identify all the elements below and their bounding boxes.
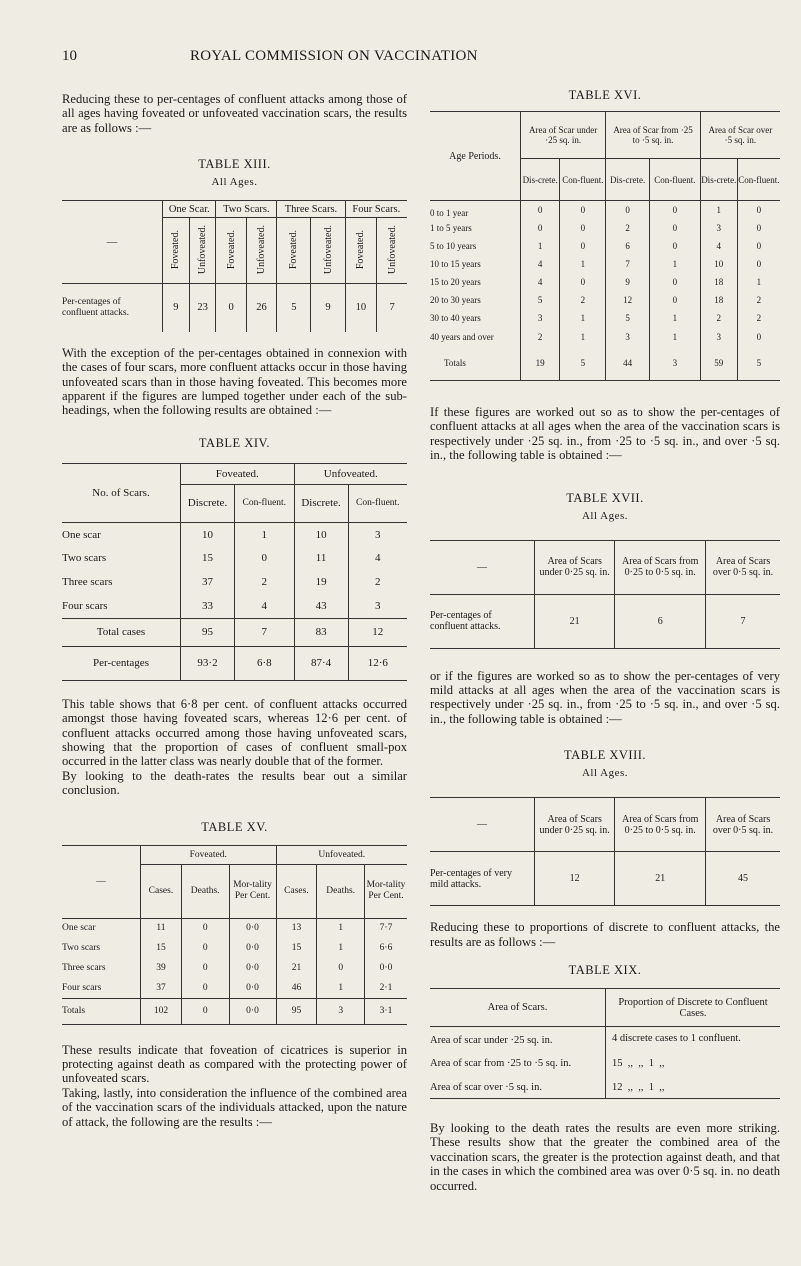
t14-group: Unfoveated. xyxy=(294,463,407,484)
t14-cell: 37 xyxy=(181,570,235,594)
t16-cell: 2 xyxy=(560,291,606,309)
t15-cell: 39 xyxy=(141,958,182,978)
paragraph-final: By looking to the death rates the results are even more striking. These results show that the greater the combined area of the vaccination scars, the greater is the protection against death, and that in the cases in which the combined area was over 0·5 sq. in. no death occurred. xyxy=(430,1121,780,1193)
t13-group: Four Scars. xyxy=(345,201,407,218)
t16-cell: 0 xyxy=(649,237,700,255)
t16-row-label: 30 to 40 years xyxy=(430,309,521,327)
t16-cell: 1 xyxy=(560,255,606,273)
t14-cell: 3 xyxy=(375,528,381,541)
t14-cell: 10 xyxy=(181,522,235,546)
t15-cell: 0·0 xyxy=(379,963,393,974)
t15-cell: 3 xyxy=(317,998,365,1024)
table-18 xyxy=(430,797,780,906)
table-17 xyxy=(430,540,780,649)
t16-cell: 59 xyxy=(700,347,737,381)
t16-cell: 18 xyxy=(700,273,737,291)
table-13-title: TABLE XIII. xyxy=(198,157,271,172)
paragraph-after-table-15: These results indicate that foveation of cicatrices is superior in protecting against death as compared with the protecting power of unfoveated scars. xyxy=(62,1042,407,1086)
table-18-title: TABLE XVIII. xyxy=(563,748,647,763)
left-column xyxy=(62,92,407,1129)
t19-row-label: Area of scar from ·25 to ·5 sq. in. xyxy=(430,1051,606,1077)
table-15-title: TABLE XV. xyxy=(201,819,268,834)
t16-cell: 0 xyxy=(756,204,762,215)
table-14 xyxy=(62,463,407,681)
t14-cell: 6·8 xyxy=(235,646,295,680)
t16-cell: 12 xyxy=(606,291,650,309)
t18-corner: — xyxy=(430,798,535,852)
t15-cell: 0 xyxy=(181,918,229,938)
t13-cell: 9 xyxy=(163,284,190,332)
t13-corner: — xyxy=(62,201,163,284)
t15-cell: 1 xyxy=(317,978,365,998)
t16-cell: 0 xyxy=(560,237,606,255)
t14-cell: 12·6 xyxy=(367,657,388,670)
t15-row-label: Two scars xyxy=(62,938,141,958)
t16-cell: 44 xyxy=(606,347,650,381)
t15-sub: Mor-tality Per Cent. xyxy=(229,864,276,918)
t15-cell: 46 xyxy=(276,978,317,998)
t16-cell: 3 xyxy=(700,327,737,347)
t16-cell: 0 xyxy=(649,291,700,309)
t15-cell: 0 xyxy=(181,998,229,1024)
t16-cell: 3 xyxy=(649,347,700,381)
t16-sub: Con-fluent. xyxy=(738,174,780,185)
t15-cell: 15 xyxy=(141,938,182,958)
t16-cell: 0 xyxy=(560,273,606,291)
t15-row-label: Four scars xyxy=(62,978,141,998)
t16-sub: Con-fluent. xyxy=(560,159,606,201)
t15-cell: 0 xyxy=(181,958,229,978)
t16-cell: 2 xyxy=(756,312,762,323)
t15-cell: 2·1 xyxy=(379,982,393,993)
t16-cell: 0 xyxy=(756,331,762,342)
t16-cell: 5 xyxy=(560,347,606,381)
table-17-subtitle: All Ages. xyxy=(581,509,629,522)
paragraph-after-table-13: With the exception of the per-centages obtained in connexion with the cases of four scars, more confluent attacks occur in those having unfoveated scars than in those having foveated. This becomes more apparent if the figures are lumped together under each of the sub-headings, when the following results are obtained :— xyxy=(62,345,407,418)
t14-cell: 3 xyxy=(375,600,381,612)
t15-cell: 11 xyxy=(141,918,182,938)
t15-cell: 6·6 xyxy=(379,943,393,954)
t15-row-label: Three scars xyxy=(62,958,141,978)
t13-cell: 26 xyxy=(246,284,276,332)
t15-cell: 95 xyxy=(276,998,317,1024)
t15-corner: — xyxy=(62,845,141,918)
t14-cell: 33 xyxy=(181,594,235,618)
t16-cell: 0 xyxy=(560,201,606,219)
t16-cell: 0 xyxy=(649,201,700,219)
t15-cell: 0·0 xyxy=(229,998,276,1024)
t14-cell: 12 xyxy=(372,626,384,639)
t14-cell: 4 xyxy=(235,594,295,618)
t13-sub: Foveated. xyxy=(225,229,237,269)
t16-cell: 5 xyxy=(606,309,650,327)
t19-cell: 12 ,, ,, 1 ,, xyxy=(612,1081,665,1093)
t14-col0-header: No. of Scars. xyxy=(62,463,181,522)
table-16-title: TABLE XVI. xyxy=(568,88,642,102)
t14-sub: Con-fluent. xyxy=(356,497,400,508)
t13-sub: Foveated. xyxy=(355,229,367,269)
t17-col-header: Area of Scars from 0·25 to 0·5 sq. in. xyxy=(615,540,706,594)
t17-cell: 21 xyxy=(535,594,615,648)
t15-total-label: Totals xyxy=(62,998,141,1024)
t15-cell: 0·0 xyxy=(229,958,276,978)
table-19-title: TABLE XIX. xyxy=(568,963,642,978)
t17-row-label: Per-centages of confluent attacks. xyxy=(430,594,535,648)
paragraph-by-looking: By looking to the death-rates the results bear out a similar conclusion. xyxy=(62,768,407,798)
page-number: 10 xyxy=(62,48,77,64)
t16-cell: 1 xyxy=(560,327,606,347)
t19-cell: 4 discrete cases to 1 confluent. xyxy=(612,1033,741,1045)
t16-sub: Con-fluent. xyxy=(649,159,700,201)
t16-cell: 4 xyxy=(521,273,560,291)
t13-sub: Foveated. xyxy=(288,229,300,269)
t18-cell: 21 xyxy=(615,852,706,906)
t16-cell: 5 xyxy=(756,358,762,369)
t18-col-header: Area of Scars from 0·25 to 0·5 sq. in. xyxy=(615,798,706,852)
t16-cell: 3 xyxy=(700,219,737,237)
t16-cell: 1 xyxy=(560,309,606,327)
t14-row-label: Three scars xyxy=(62,570,181,594)
paragraph-reducing: Reducing these to proportions of discrete to confluent attacks, the results are as follows :— xyxy=(430,920,780,949)
t16-sub: Dis-crete. xyxy=(606,159,650,201)
t14-row-label: One scar xyxy=(62,522,181,546)
t14-cell: 83 xyxy=(294,618,348,646)
t15-group: Foveated. xyxy=(141,845,277,864)
t18-cell: 12 xyxy=(535,852,615,906)
t16-cell: 0 xyxy=(649,219,700,237)
t17-cell: 6 xyxy=(615,594,706,648)
t16-row-label: 0 to 1 year xyxy=(430,201,521,219)
table-13 xyxy=(62,200,407,332)
t13-cell: 7 xyxy=(389,302,395,314)
table-18-subtitle: All Ages. xyxy=(581,767,629,780)
t15-sub: Cases. xyxy=(276,864,317,918)
t13-cell: 23 xyxy=(189,284,216,332)
t16-cell: 2 xyxy=(521,327,560,347)
t16-cell: 0 xyxy=(521,201,560,219)
t13-sub: Unfoveated. xyxy=(386,224,398,274)
t14-cell: 0 xyxy=(235,546,295,570)
t13-cell: 9 xyxy=(311,284,345,332)
t16-cell: 9 xyxy=(606,273,650,291)
t16-cell: 7 xyxy=(606,255,650,273)
t15-cell: 1 xyxy=(317,938,365,958)
t16-sub: Dis-crete. xyxy=(700,159,737,201)
t16-group: Area of Scar over ·5 sq. in. xyxy=(700,112,780,159)
t18-row-label: Per-centages of very mild attacks. xyxy=(430,852,535,906)
t16-cell: 0 xyxy=(756,240,762,251)
t16-row-label: 15 to 20 years xyxy=(430,273,521,291)
t14-cell: 87·4 xyxy=(294,646,348,680)
t16-cell: 2 xyxy=(756,294,762,305)
t14-cell: 7 xyxy=(235,618,295,646)
t14-row-label: Four scars xyxy=(62,594,181,618)
t14-pc-label: Per-centages xyxy=(62,646,181,680)
t16-cell: 3 xyxy=(606,327,650,347)
t14-cell: 93·2 xyxy=(181,646,235,680)
t17-cell: 7 xyxy=(740,615,746,627)
t13-sub: Foveated. xyxy=(170,229,182,269)
t16-cell: 1 xyxy=(756,276,762,287)
paragraph-after-table-14: This table shows that 6·8 per cent. of confluent attacks occurred amongst those having foveated scars, whereas 12·6 per cent. of confluent attacks occurred among those having unfoveated scars, showing that the proportion of cases of confluent small-pox occurred in the latter class was nearly double that of the former. xyxy=(62,696,407,769)
right-column xyxy=(430,88,780,1193)
t16-total-label: Totals xyxy=(430,347,521,381)
intro-paragraph: Reducing these to per-centages of confluent attacks among those of all ages having foveated or unfoveated vaccination scars, the results are as follows :— xyxy=(62,92,407,135)
t14-cell: 95 xyxy=(181,618,235,646)
t13-sub: Unfoveated. xyxy=(256,224,268,274)
paragraph-after-table-17: or if the figures are worked so as to show the per-centages of very mild attacks at all ages when the area of the vaccination scars is respectively under ·25 sq. in., from ·25 to ·5 sq. in., and over ·5 sq. in., the following table is obtained :— xyxy=(430,668,780,726)
t16-col0-header: Age Periods. xyxy=(430,112,521,201)
t16-cell: 10 xyxy=(700,255,737,273)
t16-cell: 0 xyxy=(606,201,650,219)
paragraph-lastly: Taking, lastly, into consideration the influence of the combined area of the vaccination scars of the individuals attacked, upon the nature of attack, the following are the results :— xyxy=(62,1085,407,1129)
table-16 xyxy=(430,111,780,381)
t13-cell: 0 xyxy=(216,284,246,332)
t16-cell: 2 xyxy=(606,219,650,237)
t15-cell: 0·0 xyxy=(229,918,276,938)
t13-group: One Scar. xyxy=(163,201,216,218)
t16-group: Area of Scar under ·25 sq. in. xyxy=(521,112,606,159)
table-15 xyxy=(62,845,407,1025)
t15-cell: 3·1 xyxy=(379,1006,393,1017)
t16-cell: 1 xyxy=(521,237,560,255)
t14-cell: 1 xyxy=(235,522,295,546)
t14-cell: 10 xyxy=(294,522,348,546)
t17-col-header: Area of Scars under 0·25 sq. in. xyxy=(535,540,615,594)
t15-sub: Deaths. xyxy=(317,864,365,918)
t16-cell: 18 xyxy=(700,291,737,309)
t16-cell: 1 xyxy=(700,201,737,219)
t19-row-label: Area of scar over ·5 sq. in. xyxy=(430,1077,606,1099)
t16-row-label: 40 years and over xyxy=(430,327,521,347)
t13-group: Three Scars. xyxy=(277,201,345,218)
t14-cell: 15 xyxy=(181,546,235,570)
t14-sub: Discrete. xyxy=(181,484,235,522)
t19-row-label: Area of scar under ·25 sq. in. xyxy=(430,1027,606,1051)
running-title: ROYAL COMMISSION ON VACCINATION xyxy=(190,48,478,64)
t18-col-header: Area of Scars under 0·25 sq. in. xyxy=(535,798,615,852)
t15-cell: 21 xyxy=(276,958,317,978)
t15-cell: 102 xyxy=(141,998,182,1024)
t19-cell: 15 ,, ,, 1 ,, xyxy=(612,1058,665,1070)
t14-cell: 11 xyxy=(294,546,348,570)
t15-cell: 1 xyxy=(317,918,365,938)
t16-row-label: 5 to 10 years xyxy=(430,237,521,255)
t15-cell: 0·0 xyxy=(229,978,276,998)
t17-corner: — xyxy=(430,540,535,594)
t15-cell: 37 xyxy=(141,978,182,998)
t16-cell: 0 xyxy=(521,219,560,237)
t14-cell: 19 xyxy=(294,570,348,594)
t15-sub: Mor-tality Per Cent. xyxy=(366,880,406,902)
t16-cell: 0 xyxy=(649,273,700,291)
t14-cell: 2 xyxy=(235,570,295,594)
t13-row-label: Per-centages of confluent attacks. xyxy=(62,284,163,332)
t15-cell: 15 xyxy=(276,938,317,958)
t16-cell: 1 xyxy=(649,255,700,273)
t14-row-label: Two scars xyxy=(62,546,181,570)
t16-row-label: 1 to 5 years xyxy=(430,219,521,237)
t13-sub: Unfoveated. xyxy=(197,224,209,274)
t15-sub: Deaths. xyxy=(181,864,229,918)
t16-cell: 0 xyxy=(756,258,762,269)
t16-sub: Dis-crete. xyxy=(521,159,560,201)
t15-group: Unfoveated. xyxy=(276,845,407,864)
t13-group: Two Scars. xyxy=(216,201,277,218)
t17-col-header: Area of Scars over 0·5 sq. in. xyxy=(712,556,774,579)
t16-cell: 0 xyxy=(560,219,606,237)
t18-cell: 45 xyxy=(738,873,749,885)
t16-cell: 4 xyxy=(700,237,737,255)
t16-cell: 19 xyxy=(521,347,560,381)
t16-cell: 1 xyxy=(649,309,700,327)
table-14-title: TABLE XIV. xyxy=(198,435,271,450)
table-17-title: TABLE XVII. xyxy=(566,490,644,505)
t15-cell: 13 xyxy=(276,918,317,938)
t14-sub: Discrete. xyxy=(294,484,348,522)
t18-col-header: Area of Scars over 0·5 sq. in. xyxy=(712,813,774,836)
t14-cell: 4 xyxy=(375,552,381,565)
table-19 xyxy=(430,988,780,1099)
paragraph-after-table-16: If these figures are worked out so as to show the per-centages of confluent attacks at all ages when the area of the vaccination scars is respectively under ·25 sq. in., from ·25 to ·5 sq. in., and over ·5 sq. in., the following table is obtained :— xyxy=(430,405,780,463)
t14-cell: 2 xyxy=(375,576,381,589)
t14-group: Foveated. xyxy=(181,463,295,484)
t16-cell: 0 xyxy=(756,222,762,233)
t16-cell: 5 xyxy=(521,291,560,309)
table-13-subtitle: All Ages. xyxy=(211,176,258,189)
t16-row-label: 20 to 30 years xyxy=(430,291,521,309)
t16-cell: 4 xyxy=(521,255,560,273)
t16-row-label: 10 to 15 years xyxy=(430,255,521,273)
t19-col-header: Proportion of Discrete to Confluent Cases. xyxy=(618,996,768,1019)
t15-cell: 0 xyxy=(317,958,365,978)
t14-total-label: Total cases xyxy=(62,618,181,646)
t14-sub: Con-fluent. xyxy=(235,484,295,522)
t13-sub: Unfoveated. xyxy=(322,224,334,274)
t16-group: Area of Scar from ·25 to ·5 sq. in. xyxy=(606,112,700,159)
t15-row-label: One scar xyxy=(62,918,141,938)
t16-cell: 2 xyxy=(700,309,737,327)
t16-cell: 6 xyxy=(606,237,650,255)
t15-sub: Cases. xyxy=(141,864,182,918)
t15-cell: 0·0 xyxy=(229,938,276,958)
t16-cell: 3 xyxy=(521,309,560,327)
t16-cell: 1 xyxy=(649,327,700,347)
t15-cell: 0 xyxy=(181,938,229,958)
t13-cell: 10 xyxy=(345,284,377,332)
t19-col-header: Area of Scars. xyxy=(430,989,606,1027)
t15-cell: 0 xyxy=(181,978,229,998)
t14-cell: 43 xyxy=(294,594,348,618)
t15-cell: 7·7 xyxy=(379,923,393,934)
t13-cell: 5 xyxy=(277,284,311,332)
